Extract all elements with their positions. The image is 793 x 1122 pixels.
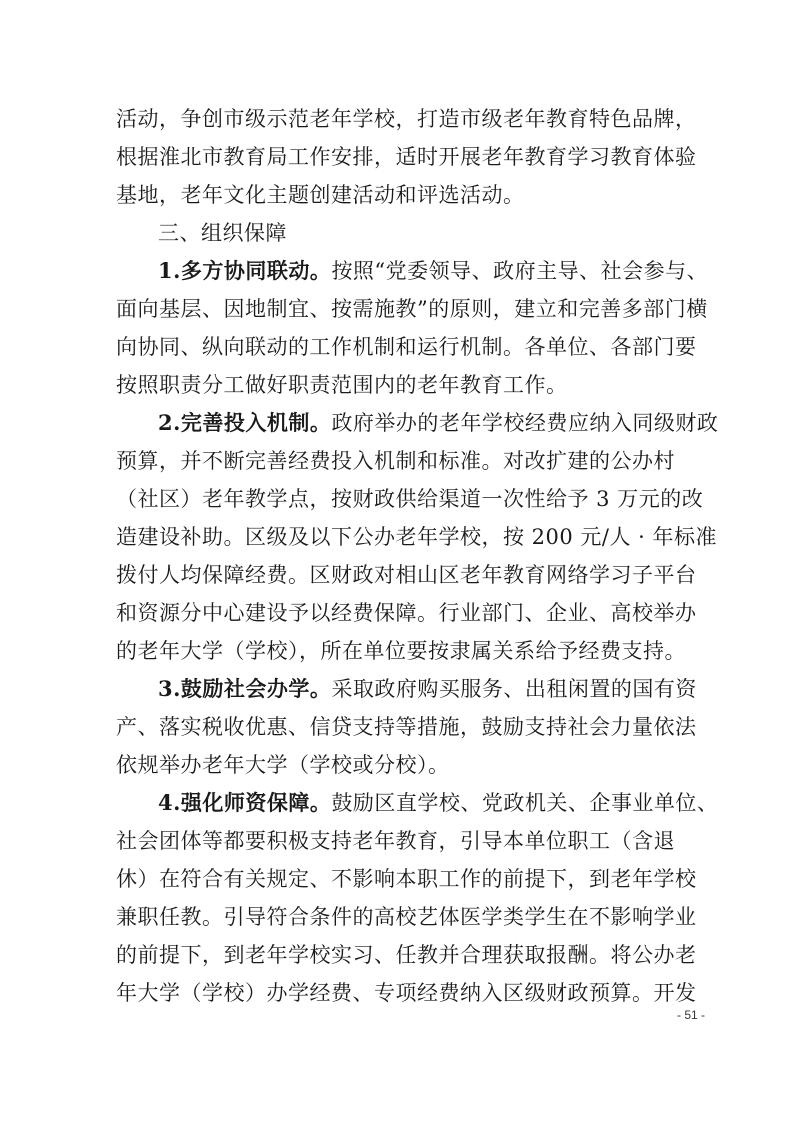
text-line-11: （社区）老年教学点，按财政供给渠道一次性给予 3 万元的改 (116, 487, 704, 511)
text-line-12: 造建设补助。区级及以下公办老年学校，按 200 元/人 · 年标准 (116, 525, 718, 549)
text-line-18: 依规举办老年大学（学校或分校）。 (116, 753, 450, 777)
text-line-8: 按照职责分工做好职责范围内的老年教育工作。 (116, 373, 568, 397)
text-line-22: 兼职任教。引导符合条件的高校艺体医学类学生在不影响学业 (116, 905, 697, 929)
text-line-2: 根据淮北市教育局工作安排，适时开展老年教育学习教育体验 (116, 145, 697, 169)
item-heading-1: 1.多方协同联动。按照“党委领导、政府主导、社会参与、 (158, 258, 709, 283)
item-heading-3: 3.鼓励社会办学。采取政府购买服务、出租闲置的国有资 (158, 676, 697, 701)
text-line-14: 和资源分中心建设予以经费保障。行业部门、企业、高校举办 (116, 601, 697, 625)
item-heading-2: 2.完善投入机制。政府举办的老年学校经费应纳入同级财政 (158, 410, 719, 435)
page-number: - 51 - (676, 1008, 705, 1022)
text-line-15: 的老年大学（学校），所在单位要按隶属关系给予经费支持。 (116, 639, 686, 663)
text-line-20: 社会团体等都要积极支持老年教育，引导本单位职工（含退 (116, 829, 675, 853)
text-line-17: 产、落实税收优惠、信贷支持等措施，鼓励支持社会力量依法 (116, 715, 697, 739)
text-line-13: 拨付人均保障经费。区财政对相山区老年教育网络学习子平台 (116, 563, 697, 587)
text-line-7: 向协同、纵向联动的工作机制和运行机制。各单位、各部门要 (116, 335, 697, 359)
text-line-10: 预算，并不断完善经费投入机制和标准。对改扩建的公办村 (116, 449, 675, 473)
text-line-1: 活动，争创市级示范老年学校，打造市级老年教育特色品牌， (116, 107, 697, 131)
text-line-3: 基地，老年文化主题创建活动和评选活动。 (116, 183, 525, 207)
text-line-24: 年大学（学校）办学经费、专项经费纳入区级财政预算。开发 (116, 981, 697, 1005)
text-line-23: 的前提下，到老年学校实习、任教并合理获取报酬。将公办老 (116, 943, 697, 967)
text-line-21: 休）在符合有关规定、不影响本职工作的前提下，到老年学校 (116, 867, 697, 891)
section-heading: 三、组织保障 (158, 221, 287, 245)
text-line-6: 面向基层、因地制宜、按需施教”的原则，建立和完善多部门横 (116, 297, 708, 321)
item-heading-4: 4.强化师资保障。鼓励区直学校、党政机关、企事业单位、 (158, 790, 719, 815)
